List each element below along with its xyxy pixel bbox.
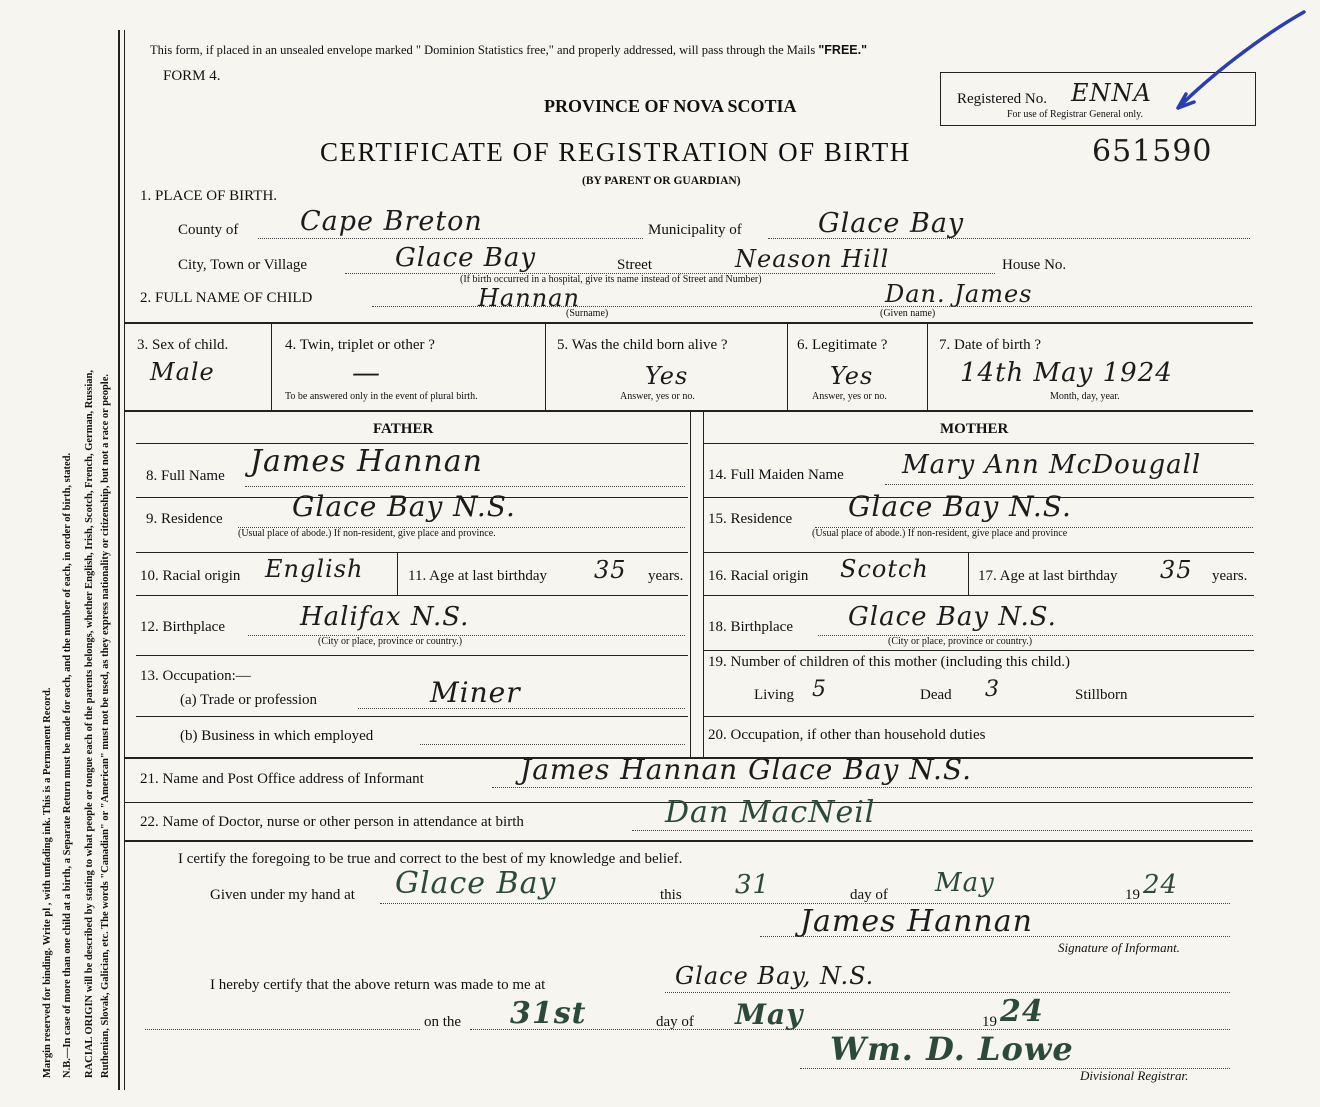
certificate-title: CERTIFICATE OF REGISTRATION OF BIRTH <box>320 137 911 167</box>
doctor-label: 22. Name of Doctor, nurse or other person in attendance at birth <box>140 814 524 830</box>
registered-label: Registered No. <box>957 91 1047 107</box>
registrar-date-lead <box>145 1029 420 1030</box>
county-label: County of <box>178 222 239 238</box>
certificate-number: 651590 <box>1092 134 1213 169</box>
registrar-text: I hereby certify that the above return was made to me at <box>210 977 546 993</box>
dead-label: Dead <box>920 687 952 703</box>
mother-occupation-label: 20. Occupation, if other than household duties <box>708 727 986 743</box>
given-name-caption: (Given name) <box>880 308 936 319</box>
father-name-label: 8. Full Name <box>146 468 225 484</box>
mother-residence-caption: (Usual place of abode.) If non-resident, give place and province <box>812 528 1068 539</box>
father-residence-label: 9. Residence <box>146 511 223 527</box>
on-the-label: on the <box>424 1014 462 1030</box>
given-place-value: Glace Bay <box>395 866 557 901</box>
row3-bottom-rule <box>125 410 1253 412</box>
municipality-label: Municipality of <box>648 222 742 238</box>
sex-label: 3. Sex of child. <box>137 337 229 353</box>
province-title: PROVINCE OF NOVA SCOTIA <box>544 96 797 116</box>
doctor-value: Dan MacNeil <box>665 795 876 830</box>
children-label: 19. Number of children of this mother (including this child.) <box>708 654 1071 670</box>
margin-note-2: N.B.—In case of more than one child at a birth, a Separate Return must be made for each, and the number of each, in order of birth, stated. <box>62 452 73 1078</box>
parents-divider-a <box>690 412 691 757</box>
child-given-value: Dan. James <box>885 280 1033 308</box>
father-age-label: 11. Age at last birthday <box>408 568 547 584</box>
check-mark-icon <box>1168 8 1308 118</box>
father-racial-label: 10. Racial origin <box>140 568 241 584</box>
alive-caption: Answer, yes or no. <box>620 391 695 402</box>
business-line <box>420 744 685 745</box>
row3-div-4 <box>927 322 928 410</box>
father-birthplace-label: 12. Birthplace <box>140 619 225 635</box>
surname-caption: (Surname) <box>566 308 609 319</box>
mother-birthplace-label: 18. Birthplace <box>708 619 793 635</box>
row3-div-3 <box>787 322 788 410</box>
day-value: 31 <box>735 870 771 900</box>
county-value: Cape Breton <box>300 206 483 237</box>
hospital-note: (If birth occurred in a hospital, give its name instead of Street and Number) <box>460 274 762 285</box>
father-residence-value: Glace Bay N.S. <box>292 490 516 523</box>
dob-value: 14th May 1924 <box>960 358 1173 388</box>
city-value: Glace Bay <box>395 243 537 273</box>
reg-month-value: May <box>735 998 804 1031</box>
day-of-label: day of <box>850 887 888 903</box>
binding-margin-rule-inner <box>124 30 125 1090</box>
mail-notice <box>150 43 867 58</box>
reg-year-prefix: 19 <box>982 1014 997 1030</box>
twin-value: — <box>352 356 381 389</box>
living-label: Living <box>754 687 794 703</box>
informant-line <box>492 787 1252 788</box>
dob-caption: Month, day, year. <box>1050 391 1120 402</box>
registrar-place-line <box>665 992 1230 993</box>
informant-signature: James Hannan <box>800 904 1033 939</box>
legitimate-caption: Answer, yes or no. <box>812 391 887 402</box>
twin-caption: To be answered only in the event of plural birth. <box>285 391 478 402</box>
parents-divider-b <box>703 412 704 757</box>
margin-note-1: Margin reserved for binding. Write pl , with unfading ink. This is a Permanent Record. <box>42 687 53 1078</box>
house-label: House No. <box>1002 257 1067 273</box>
business-label: (b) Business in which employed <box>180 728 374 744</box>
father-name-value: James Hannan <box>250 444 483 479</box>
mother-racial-label: 16. Racial origin <box>708 568 809 584</box>
row3-div-2 <box>545 322 546 410</box>
margin-note-3: RACIAL ORIGIN will be described by stating to what people or tongue each of the parents belongs, whether English, Irish, Scotch, French, German, Russian, <box>84 369 95 1078</box>
reg-year-value: 24 <box>1000 994 1044 1029</box>
mother-heading-rule <box>704 443 1254 444</box>
mother-heading: MOTHER <box>940 421 1009 437</box>
father-row10-div <box>397 553 398 595</box>
trade-label: (a) Trade or profession <box>180 692 318 708</box>
father-row9-rule <box>136 552 688 553</box>
registrar-caption: Divisional Registrar. <box>1080 1068 1189 1083</box>
mother-name-line <box>885 484 1253 485</box>
mail-free-text: "FREE." <box>818 43 868 57</box>
alive-label: 5. Was the child born alive ? <box>557 337 728 353</box>
living-value: 5 <box>812 677 827 702</box>
row22-bottom-rule <box>125 840 1253 842</box>
father-row10-rule <box>136 595 688 596</box>
municipality-line <box>768 238 1250 239</box>
father-name-line <box>245 486 685 487</box>
year-prefix: 19 <box>1125 887 1140 903</box>
certify-text: I certify the foregoing to be true and correct to the best of my knowledge and belief. <box>178 851 683 867</box>
street-label: Street <box>617 257 652 273</box>
this-label: this <box>660 887 682 903</box>
mother-row18-rule <box>704 650 1254 651</box>
mother-age-value: 35 <box>1160 556 1193 584</box>
sex-value: Male <box>150 358 215 386</box>
mother-racial-value: Scotch <box>840 555 929 583</box>
legitimate-label: 6. Legitimate ? <box>797 337 888 353</box>
father-birthplace-value: Halifax N.S. <box>300 602 470 632</box>
registrar-use-note: For use of Registrar General only. <box>1007 109 1143 120</box>
occupation-label: 13. Occupation:— <box>140 668 251 684</box>
father-racial-value: English <box>265 555 364 583</box>
certificate-subtitle: (BY PARENT OR GUARDIAN) <box>582 175 741 187</box>
county-line <box>258 238 643 239</box>
child-surname-value: Hannan <box>478 284 580 312</box>
dob-label: 7. Date of birth ? <box>939 337 1042 353</box>
informant-signature-line <box>760 936 1230 937</box>
city-label: City, Town or Village <box>178 257 308 273</box>
municipality-value: Glace Bay <box>818 208 965 239</box>
mail-notice-text: This form, if placed in an unsealed envelope marked " Dominion Statistics free," and properly addressed, will pass through the Mails <box>150 43 816 57</box>
mother-age-label: 17. Age at last birthday <box>978 568 1118 584</box>
father-age-unit: years. <box>648 568 684 584</box>
trade-value: Miner <box>430 676 521 709</box>
child-name-label: 2. FULL NAME OF CHILD <box>140 290 313 306</box>
mother-name-value: Mary Ann McDougall <box>902 450 1202 480</box>
mother-birthplace-line <box>818 635 1253 636</box>
row3-top-rule <box>125 322 1253 324</box>
legitimate-value: Yes <box>830 362 874 390</box>
twin-label: 4. Twin, triplet or other ? <box>285 337 435 353</box>
father-birthplace-line <box>248 635 685 636</box>
row3-div-1 <box>271 322 272 410</box>
registrar-signature: Wm. D. Lowe <box>830 1030 1074 1068</box>
year-value: 24 <box>1143 870 1179 900</box>
father-residence-caption: (Usual place of abode.) If non-resident, give place and province. <box>238 528 496 539</box>
form-number: FORM 4. <box>163 68 221 84</box>
reg-day-of-label: day of <box>656 1014 694 1030</box>
child-name-line <box>372 306 1252 307</box>
informant-signature-caption: Signature of Informant. <box>1058 940 1180 955</box>
mother-row15-rule <box>704 552 1254 553</box>
trade-line <box>358 708 685 709</box>
informant-value: James Hannan Glace Bay N.S. <box>520 753 972 786</box>
father-row13-rule <box>136 716 688 717</box>
mother-residence-label: 15. Residence <box>708 511 793 527</box>
mother-age-unit: years. <box>1212 568 1248 584</box>
father-heading: FATHER <box>373 421 434 437</box>
dead-value: 3 <box>985 677 1000 702</box>
street-value: Neason Hill <box>735 245 890 273</box>
binding-margin-rule <box>118 30 120 1090</box>
father-row12-rule <box>136 655 688 656</box>
place-of-birth-heading: 1. PLACE OF BIRTH. <box>140 188 278 204</box>
alive-value: Yes <box>645 362 689 390</box>
margin-note-4: Ruthenian, Slovak, Galician, etc. The words "Canadian" or "American" must not be used, as they express nationality or citizenship, but not a race or people. <box>100 373 111 1078</box>
registered-value: ENNA <box>1071 79 1152 107</box>
informant-label: 21. Name and Post Office address of Informant <box>140 771 424 787</box>
father-age-value: 35 <box>594 556 627 584</box>
month-value: May <box>935 868 995 898</box>
mother-row16-rule <box>704 595 1254 596</box>
stillborn-label: Stillborn <box>1075 687 1128 703</box>
mother-birthplace-caption: (City or place, province or country.) <box>888 636 1033 647</box>
registrar-place-value: Glace Bay, N.S. <box>675 962 875 990</box>
given-label: Given under my hand at <box>210 887 355 903</box>
mother-row16-div <box>968 553 969 595</box>
mother-row19-rule <box>704 716 1254 717</box>
father-birthplace-caption: (City or place, province or country.) <box>318 636 463 647</box>
reg-day-value: 31st <box>510 996 587 1031</box>
doctor-line <box>632 830 1252 831</box>
mother-name-label: 14. Full Maiden Name <box>708 467 844 483</box>
mother-birthplace-value: Glace Bay N.S. <box>848 602 1057 632</box>
mother-residence-value: Glace Bay N.S. <box>848 490 1072 523</box>
